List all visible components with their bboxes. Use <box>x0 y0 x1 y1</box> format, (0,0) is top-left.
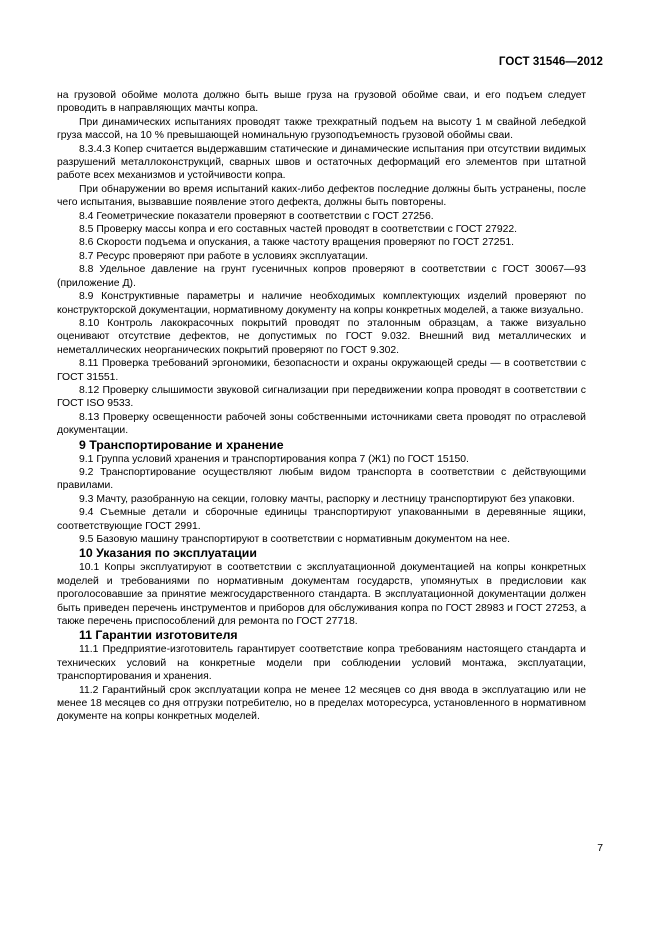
paragraph: 10.1 Копры эксплуатируют в соответствии с эксплуатационной документацией на копры конкретных моделей и требованиями по нормативным документам государств, упомянутых в предисловии как проголосовавшие за принятие межгосударственного стандарта. В эксплуатационной документации должен быть приведен перечень инструментов и приборов для обслуживания копра по ГОСТ 28983 и ГОСТ 27253, а также перечень приспособлений для ремонта по ГОСТ 27718. <box>57 562 586 628</box>
paragraph: 9.3 Мачту, разобранную на секции, головку мачты, распорку и лестницу транспортируют без упаковки. <box>79 493 575 505</box>
paragraph: 11.1 Предприятие-изготовитель гарантирует соответствие копра требованиям настоящего стандарта и технических условий на конкретные модели при соблюдении условий монтажа, эксплуатации, транспортирования и хранения. <box>57 644 586 683</box>
paragraph: 8.8 Удельное давление на грунт гусеничных копров проверяют в соответствии с ГОСТ 30067—93 (приложение Д). <box>57 264 586 289</box>
page-number: 7 <box>597 843 603 854</box>
paragraph: 8.12 Проверку слышимости звуковой сигнализации при передвижении копра проводят в соответствии с ГОСТ ISO 9533. <box>57 384 586 410</box>
paragraph: При динамических испытаниях проводят также трехкратный подъем на высоту 1 м свайной лебедкой груза массой, на 10 % превышающей номинальную грузоподъемность грузовой обоймы сваи. <box>57 116 586 142</box>
paragraph: 8.9 Конструктивные параметры и наличие необходимых комплектующих изделий проверяют по конструкторской документации, нормативному документу на копры конкретных моделей, а также визуально. <box>57 291 586 316</box>
paragraph: 9.1 Группа условий хранения и транспортирования копра 7 (Ж1) по ГОСТ 15150. <box>79 453 469 465</box>
paragraph: 8.6 Скорости подъема и опускания, а также частоту вращения проверяют по ГОСТ 27251. <box>79 237 515 249</box>
paragraph: 8.3.4.3 Копер считается выдержавшим статические и динамические испытания при отсутствии видимых разрушений металлоконструкций, сварных швов и остаточных деформаций его элементов при штатной работе всех механизмов и устойчивости копра. <box>57 143 586 182</box>
paragraph: 9.5 Базовую машину транспортируют в соответствии с нормативным документом на нее. <box>79 534 511 545</box>
paragraph: 8.7 Ресурс проверяют при работе в условиях эксплуатации. <box>79 250 369 262</box>
section-heading-warranty: 11 Гарантии изготовителя <box>79 628 238 643</box>
paragraph: 8.13 Проверку освещенности рабочей зоны собственными источниками света проводят по отраслевой документации. <box>57 411 586 437</box>
paragraph: 8.11 Проверка требований эргономики, безопасности и охраны окружающей среды — в соответствии с ГОСТ 31551. <box>57 358 586 383</box>
document-code-header: ГОСТ 31546—2012 <box>498 56 603 68</box>
section-heading-operation: 10 Указания по эксплуатации <box>79 546 257 561</box>
document-body <box>57 89 586 724</box>
paragraph: 9.2 Транспортирование осуществляют любым видом транспорта в соответствии с действующими правилами. <box>57 466 586 492</box>
paragraph: на грузовой обойме молота должно быть выше груза на грузовой обойме сваи, и его подъем следует проводить в направляющих мачты копра. <box>57 90 586 115</box>
paragraph: 8.10 Контроль лакокрасочных покрытий проводят по эталонным образцам, а также визуально оценивают отсутствие дефектов, не допустимых по ГОСТ 9.032. Внешний вид металлических и неметаллических неорганических покрытий проверяют по ГОСТ 9.302. <box>57 317 586 356</box>
section-heading-transport: 9 Транспортирование и хранение <box>79 437 284 452</box>
paragraph: 9.4 Съемные детали и сборочные единицы транспортируют упакованными в деревянные ящики, соответствующие ГОСТ 2991. <box>57 507 586 532</box>
paragraph: При обнаружении во время испытаний каких-либо дефектов последние должны быть устранены, после чего испытания, вызвавшие появление этого дефекта, должны быть повторены. <box>57 183 586 209</box>
paragraph: 11.2 Гарантийный срок эксплуатации копра не менее 12 месяцев со дня ввода в эксплуатацию или не менее 18 месяцев со дня отгрузки потребителю, но в пределах моторесурса, установленного в нормативном документе на копры конкретных моделей. <box>57 684 586 723</box>
paragraph: 8.5 Проверку массы копра и его составных частей проводят в соответствии с ГОСТ 27922. <box>79 224 518 236</box>
paragraph: 8.4 Геометрические показатели проверяют в соответствии с ГОСТ 27256. <box>79 210 434 222</box>
